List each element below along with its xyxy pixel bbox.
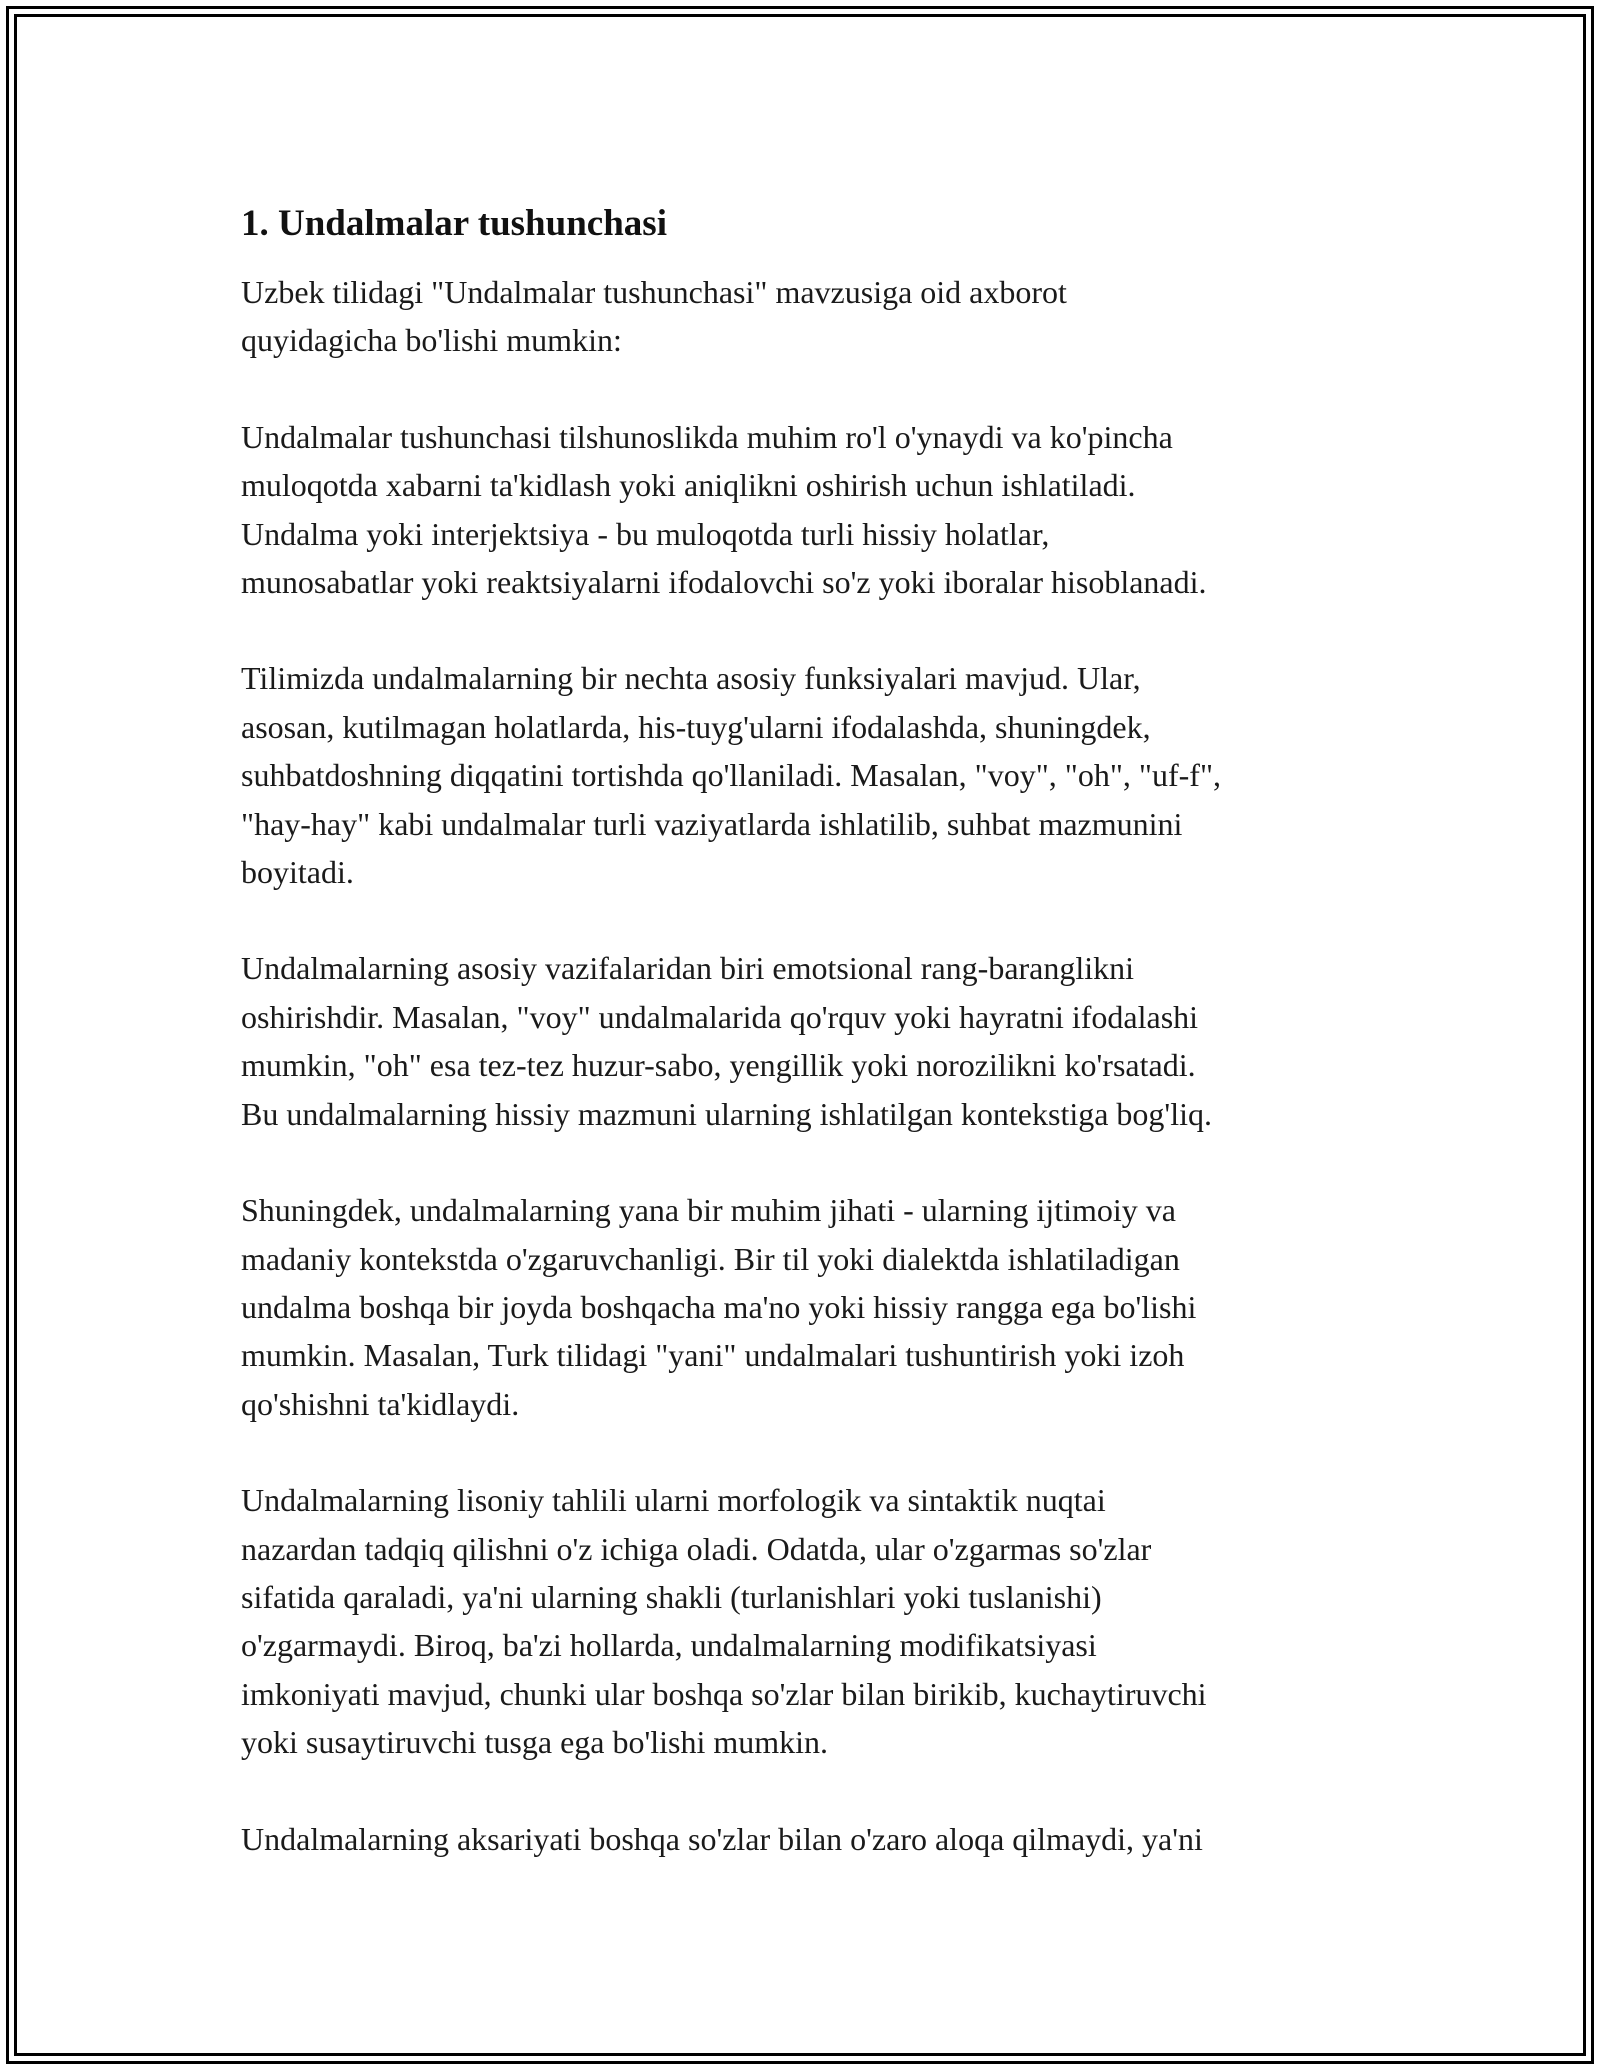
text-line: quyidagicha bo'lishi mumkin: (241, 322, 622, 359)
text-line: mumkin, "oh" esa tez-tez huzur-sabo, yengillik yoki norozilikni ko'rsatadi. (241, 1047, 1196, 1084)
page-inner-border (14, 14, 1586, 2056)
text-line: qo'shishni ta'kidlaydi. (241, 1385, 520, 1422)
text-line: Undalmalarning lisoniy tahlili ularni morfologik va sintaktik nuqtai (241, 1482, 1106, 1519)
paragraph (241, 1476, 1401, 1766)
text-line: Bu undalmalarning hissiy mazmuni ularning ishlatilgan kontekstiga bog'liq. (241, 1095, 1212, 1132)
text-line: Shuningdek, undalmalarning yana bir muhim jihati - ularning ijtimoiy va (241, 1192, 1176, 1229)
text-line: "hay-hay" kabi undalmalar turli vaziyatlarda ishlatilib, suhbat mazmunini (241, 805, 1183, 842)
text-line: imkoniyati mavjud, chunki ular boshqa so'zlar bilan birikib, kuchaytiruvchi (241, 1675, 1207, 1712)
text-line: o'zgarmaydi. Biroq, ba'zi hollarda, undalmalarning modifikatsiyasi (241, 1627, 1097, 1664)
paragraph-list (241, 268, 1401, 1863)
text-line: Undalmalarning asosiy vazifalaridan biri emotsional rang-baranglikni (241, 950, 1135, 987)
paragraph (241, 1815, 1401, 1863)
text-line: sifatida qaraladi, ya'ni ularning shakli (turlanishlari yoki tuslanishi) (241, 1578, 1102, 1615)
text-line: suhbatdoshning diqqatini tortishda qo'llaniladi. Masalan, "voy", "oh", "uf-f", (241, 757, 1222, 794)
text-line: mumkin. Masalan, Turk tilidagi "yani" undalmalari tushuntirish yoki izoh (241, 1337, 1185, 1374)
text-line: Undalmalar tushunchasi tilshunoslikda muhim ro'l o'ynaydi va ko'pincha (241, 418, 1173, 455)
paragraph (241, 654, 1401, 896)
paragraph (241, 413, 1401, 607)
section-heading: 1. Undalmalar tushunchasi (241, 203, 667, 244)
text-line: munosabatlar yoki reaktsiyalarni ifodalovchi so'z yoki iboralar hisoblanadi. (241, 564, 1207, 601)
text-line: Undalmalarning aksariyati boshqa so'zlar bilan o'zaro aloqa qilmaydi, ya'ni (241, 1820, 1203, 1857)
page-outer-border (6, 6, 1594, 2064)
text-line: madaniy kontekstda o'zgaruvchanligi. Bir til yoki dialektda ishlatiladigan (241, 1240, 1180, 1277)
text-line: Tilimizda undalmalarning bir nechta asosiy funksiyalari mavjud. Ular, (241, 660, 1141, 697)
text-line: yoki susaytiruvchi tusga ega bo'lishi mumkin. (241, 1724, 829, 1761)
text-line: muloqotda xabarni ta'kidlash yoki aniqlikni oshirish uchun ishlatiladi. (241, 467, 1136, 504)
text-line: oshirishdir. Masalan, "voy" undalmalarida qo'rquv yoki hayratni ifodalashi (241, 998, 1199, 1035)
text-line: boyitadi. (241, 854, 354, 891)
paragraph (241, 944, 1401, 1138)
paragraph (241, 268, 1401, 365)
paragraph (241, 1186, 1401, 1428)
text-line: nazardan tadqiq qilishni o'z ichiga oladi. Odatda, ular o'zgarmas so'zlar (241, 1530, 1152, 1567)
document-body (241, 200, 1401, 1911)
text-line: Undalma yoki interjektsiya - bu muloqotda turli hissiy holatlar, (241, 515, 1050, 552)
text-line: asosan, kutilmagan holatlarda, his-tuyg'ularni ifodalashda, shuningdek, (241, 708, 1151, 745)
text-line: Uzbek tilidagi "Undalmalar tushunchasi" mavzusiga oid axborot (241, 274, 1067, 310)
text-line: undalma boshqa bir joyda boshqacha ma'no yoki hissiy rangga ega bo'lishi (241, 1288, 1197, 1325)
